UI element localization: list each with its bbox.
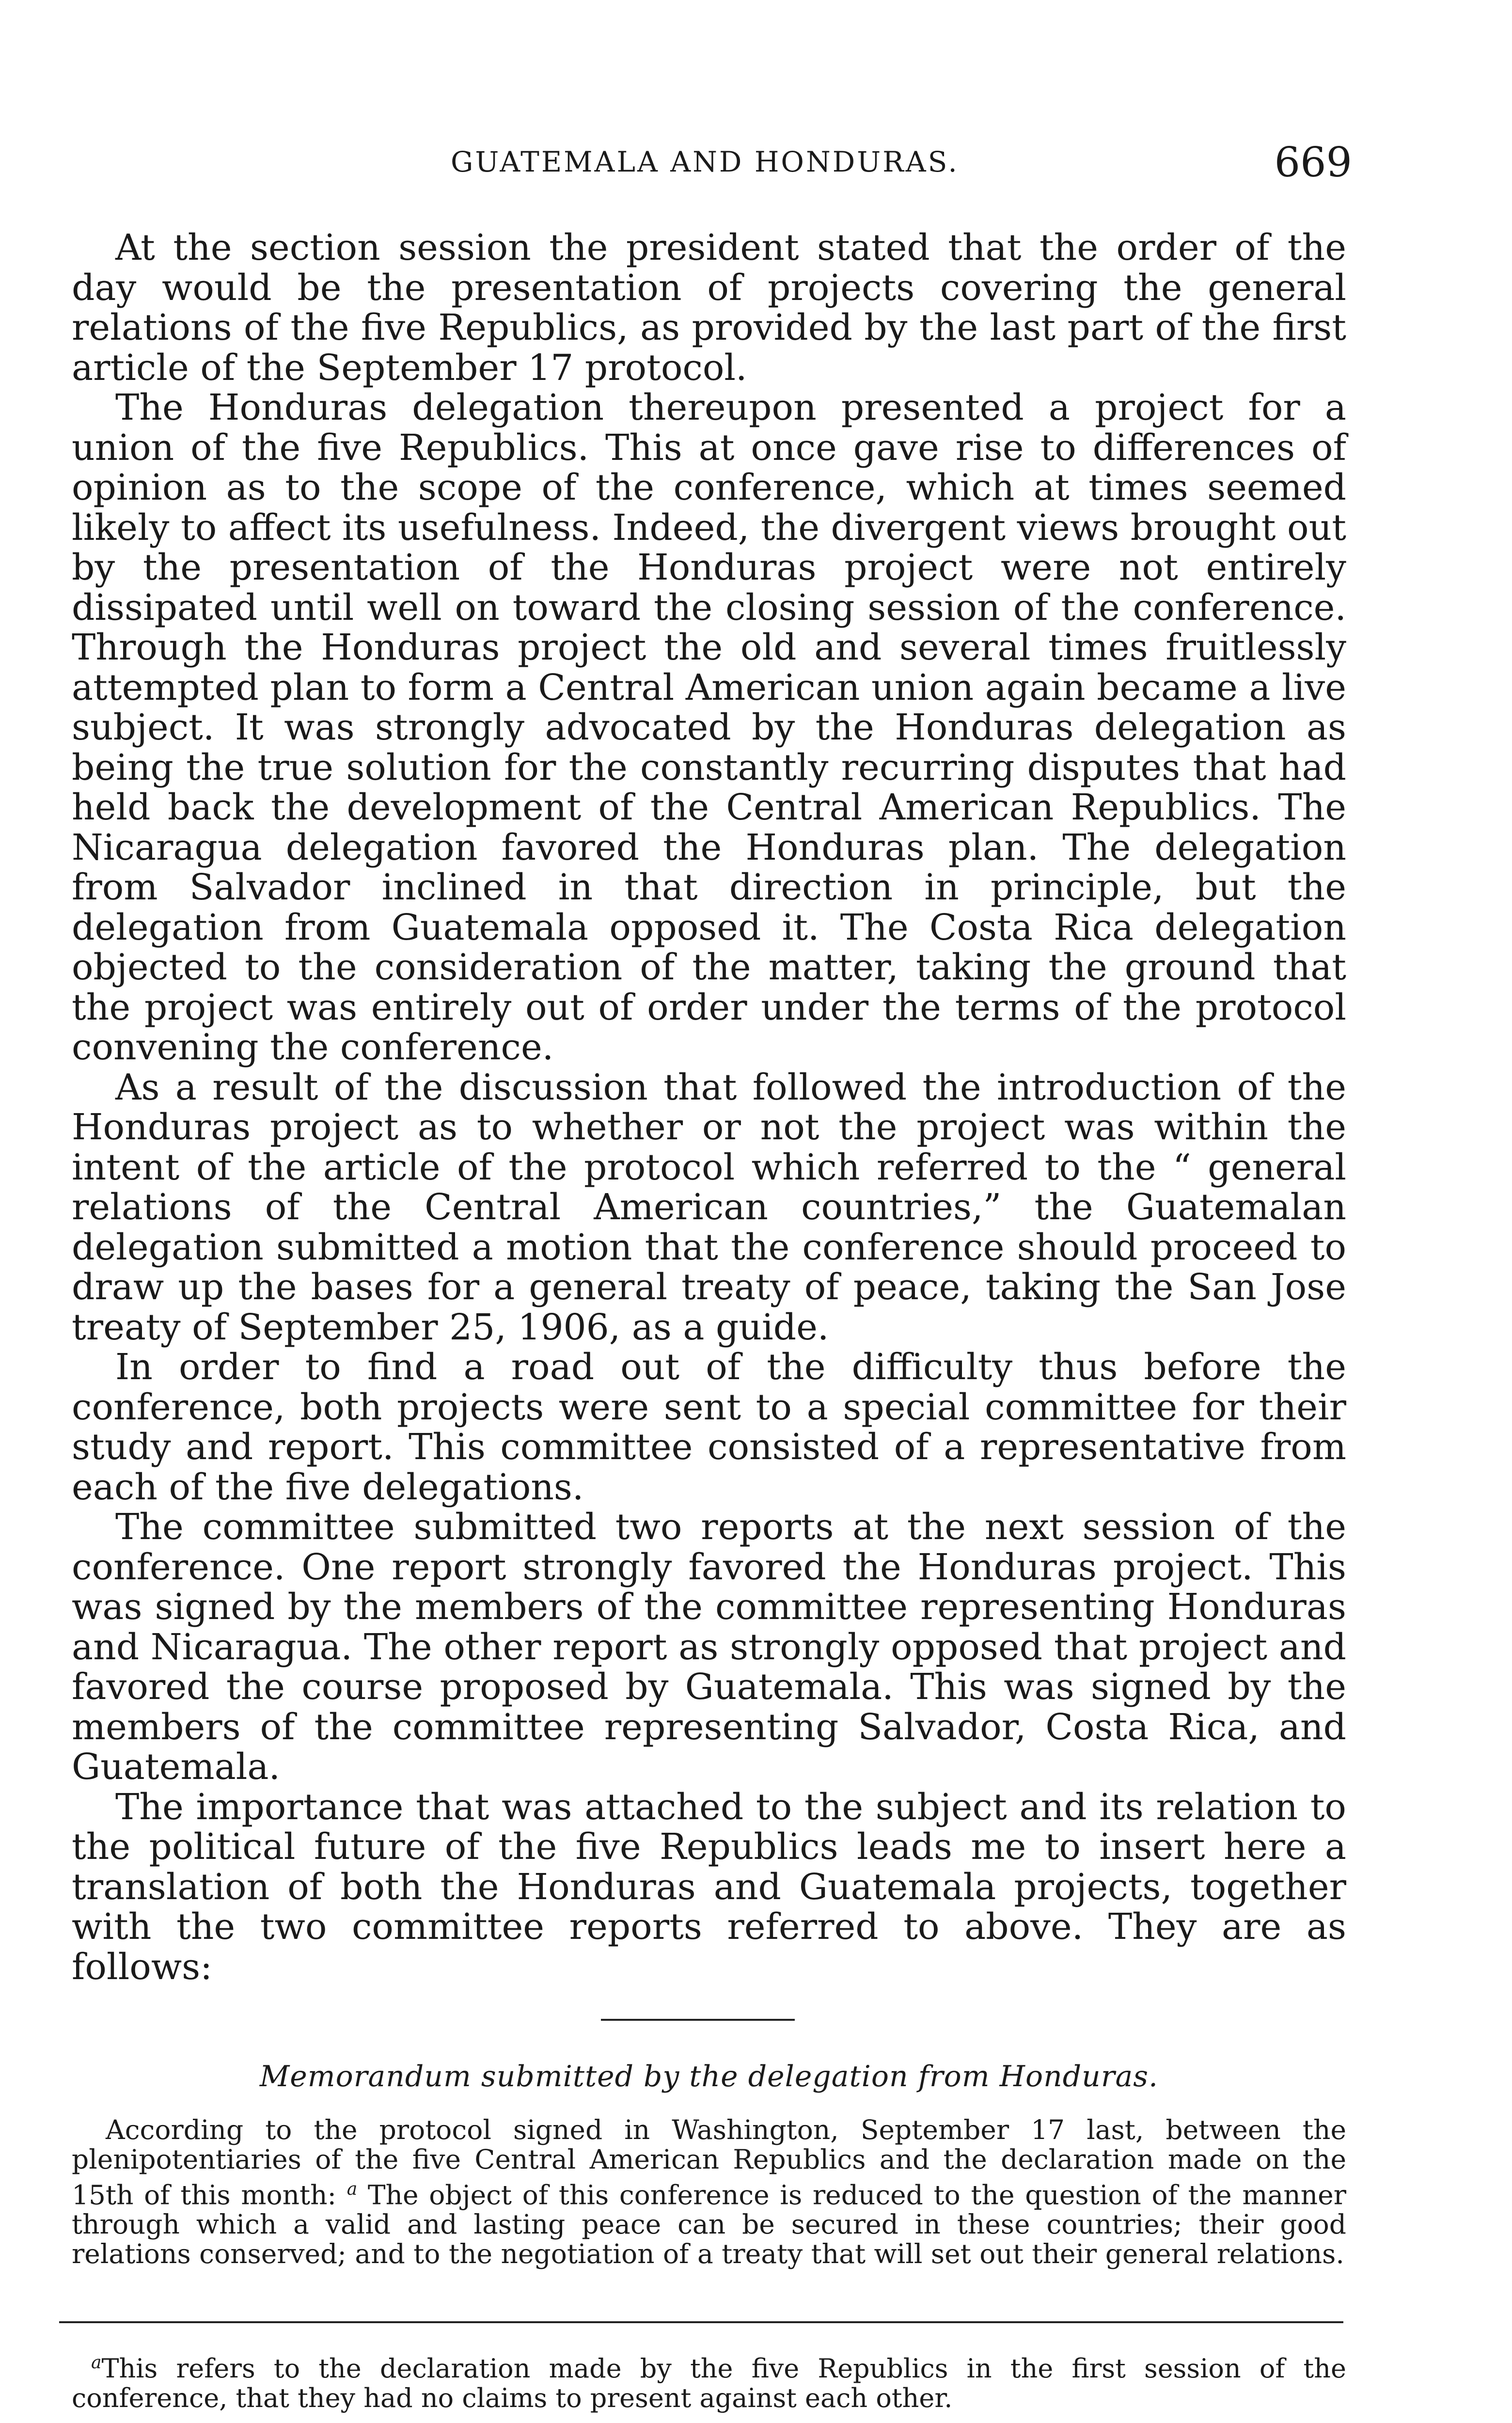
footnote-marker: a [91,2353,102,2373]
footnote-reference: a [346,2179,358,2199]
paragraph: At the section session the president stated that the order of the day would be the presentation of projects covering the general relations of the five Republics, as provided by the last part of the first article of the September 17 protocol. [72,227,1346,389]
footnote-paragraph [72,2348,1346,2413]
memorandum-text [72,2115,1346,2269]
footnote-text: This refers to the declaration made by the five Republics in the first session of the conference, that they had no claims to present against each other. [72,2353,1346,2413]
running-header [73,139,1352,199]
paragraph: As a result of the discussion that followed the introduction of the Honduras project as to whether or not the project was within the intent of the article of the protocol which referred to the “ general relations of the Central American countries,” the Guatemalan delegation submitted a motion that the conference should proceed to draw up the bases for a general treaty of peace, taking the San Jose treaty of September 25, 1906, as a guide. [72,1066,1346,1348]
paragraph: The Honduras delegation thereupon presented a project for a union of the five Republics. This at once gave rise to differences of opinion as to the scope of the conference, which at times seemed likely to affect its usefulness. Indeed, the divergent views brought out by the presentation of the Honduras project were not entirely dissipated until well on toward the closing session of the conference. Through the Honduras project the old and several times fruitlessly attempted plan to form a Central American union again became a live subject. It was strongly advocated by the Honduras delegation as being the true solution for the constantly recurring disputes that had held back the development of the Central American Republics. The Nicaragua delegation favored the Honduras plan. The delegation from Salvador inclined in that direction in principle, but the delegation from Guatemala opposed it. The Costa Rica delegation objected to the consideration of the matter, taking the ground that the project was entirely out of order under the terms of the protocol convening the conference. [72,387,1346,1068]
page-number: 669 [1274,139,1352,186]
paragraph: In order to find a road out of the difficulty thus before the conference, both projects were sent to a special committee for their study and report. This committee consisted of a representative from each of the five delegations. [72,1346,1346,1508]
memorandum-paragraph [72,2115,1346,2269]
memorandum-text-after-note: The object of this conference is reduced to the question of the manner through which a valid and lasting peace can be secured in these countries; their good relations conserved; and to the negotiation of a treaty that will set out their general relations. [72,2179,1346,2270]
footnote-rule [59,2321,1343,2323]
paragraph: The importance that was attached to the subject and its relation to the political future of the five Republics leads me to insert here a translation of both the Honduras and Guatemala projects, together with the two committee reports referred to above. They are as follows: [72,1786,1346,1988]
footnote [72,2348,1346,2413]
main-text [72,228,1346,1987]
memorandum-text-before-note: According to the protocol signed in Washington, September 17 last, between the plenipotentiaries of the five Central American Republics and the declaration made on the 15th of this month: [72,2114,1346,2211]
running-title: GUATEMALA AND HONDURAS. [451,145,959,178]
paragraph: The committee submitted two reports at the next session of the conference. One report strongly favored the Honduras project. This was signed by the members of the committee representing Honduras and Nicaragua. The other report as strongly opposed that project and favored the course proposed by Guatemala. This was signed by the members of the committee representing Salvador, Costa Rica, and Guatemala. [72,1506,1346,1788]
section-divider [601,2019,795,2021]
memorandum-heading: Memorandum submitted by the delegation from Honduras. [259,2060,1159,2093]
